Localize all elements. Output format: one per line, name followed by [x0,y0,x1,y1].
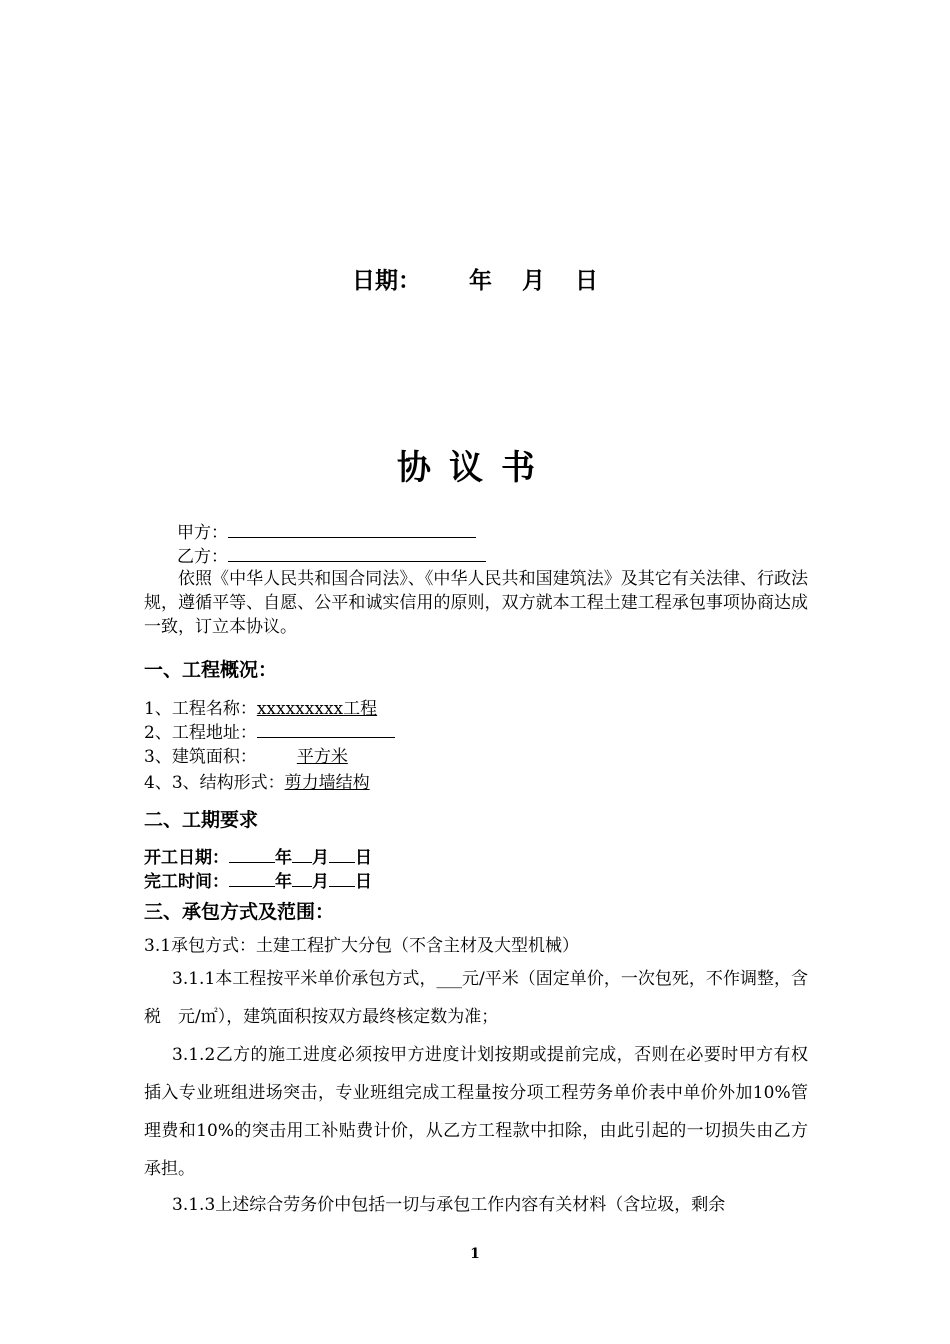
project-name-line [144,694,377,719]
start-year-blank [229,847,275,863]
party-a-line [177,519,476,545]
project-address-line [144,718,395,743]
clause-3-1: 3.1承包方式：土建工程扩大分包（不含主材及大型机械） [144,936,580,956]
building-area-label: 3、建筑面积： [144,747,257,767]
structure-type-value: 剪力墙结构 [284,773,370,793]
date-label: 日期： [352,268,421,294]
start-date-label: 开工日期： [144,848,229,868]
start-year: 年 [275,848,292,868]
start-day-blank [329,847,355,863]
section2-heading: 二、工期要求 [144,809,259,831]
clause-3-1-2: 3.1.2乙方的施工进度必须按甲方进度计划按期或提前完成，否则在必要时甲方有权插入专业班组进场突击，专业班组完成工程量按分项工程劳务单价表中单价外加10%管理费和10%的突击用工补贴费计价，从乙方工程款中扣除，由此引起的一切损失由乙方承担。 [144,1045,808,1179]
end-year-blank [229,871,275,887]
start-date-line [144,843,372,868]
end-date-label: 完工时间： [144,872,229,892]
party-a-blank [228,519,476,538]
date-line [0,262,950,295]
section3-heading: 三、承包方式及范围： [144,901,335,923]
project-name-value: xxxxxxxxx工程 [256,699,378,719]
party-a-label: 甲方： [177,523,228,543]
end-day-blank [329,871,355,887]
party-b-line [177,543,486,569]
structure-type-line [144,768,370,793]
date-month: 月 [522,268,545,294]
document-title: 协议书 [397,448,553,488]
clause-3-1-3: 3.1.3上述综合劳务价中包括一切与承包工作内容有关材料（含垃圾，剩余 [172,1195,726,1215]
party-b-label: 乙方： [177,547,228,567]
end-month: 月 [312,872,329,892]
page-number: 1 [470,1246,480,1262]
start-month-blank [292,847,312,863]
start-day: 日 [355,848,372,868]
end-year: 年 [275,872,292,892]
project-name-label: 1、工程名称： [144,699,257,719]
end-date-line [144,867,372,892]
start-month: 月 [312,848,329,868]
end-day: 日 [355,872,372,892]
date-year: 年 [469,268,492,294]
structure-type-label: 4、3、结构形式： [144,773,285,793]
clause-3-1-1: 3.1.1本工程按平米单价承包方式，___元/平米（固定单价，一次包死，不作调整，含税 元/㎡），建筑面积按双方最终核定数为准； [144,969,808,1027]
date-day: 日 [575,268,598,294]
building-area-line [144,742,348,767]
project-address-blank [257,719,395,738]
party-b-blank [228,543,486,562]
intro-paragraph: 依照《中华人民共和国合同法》、《中华人民共和国建筑法》及其它有关法律、行政法规，遵循平等、自愿、公平和诚实信用的原则，双方就本工程土建工程承包事项协商达成一致，订立本协议。 [144,569,808,637]
building-area-value: 平方米 [296,747,348,767]
end-month-blank [292,871,312,887]
project-address-label: 2、工程地址： [144,723,257,743]
section1-heading: 一、工程概况： [144,659,278,681]
